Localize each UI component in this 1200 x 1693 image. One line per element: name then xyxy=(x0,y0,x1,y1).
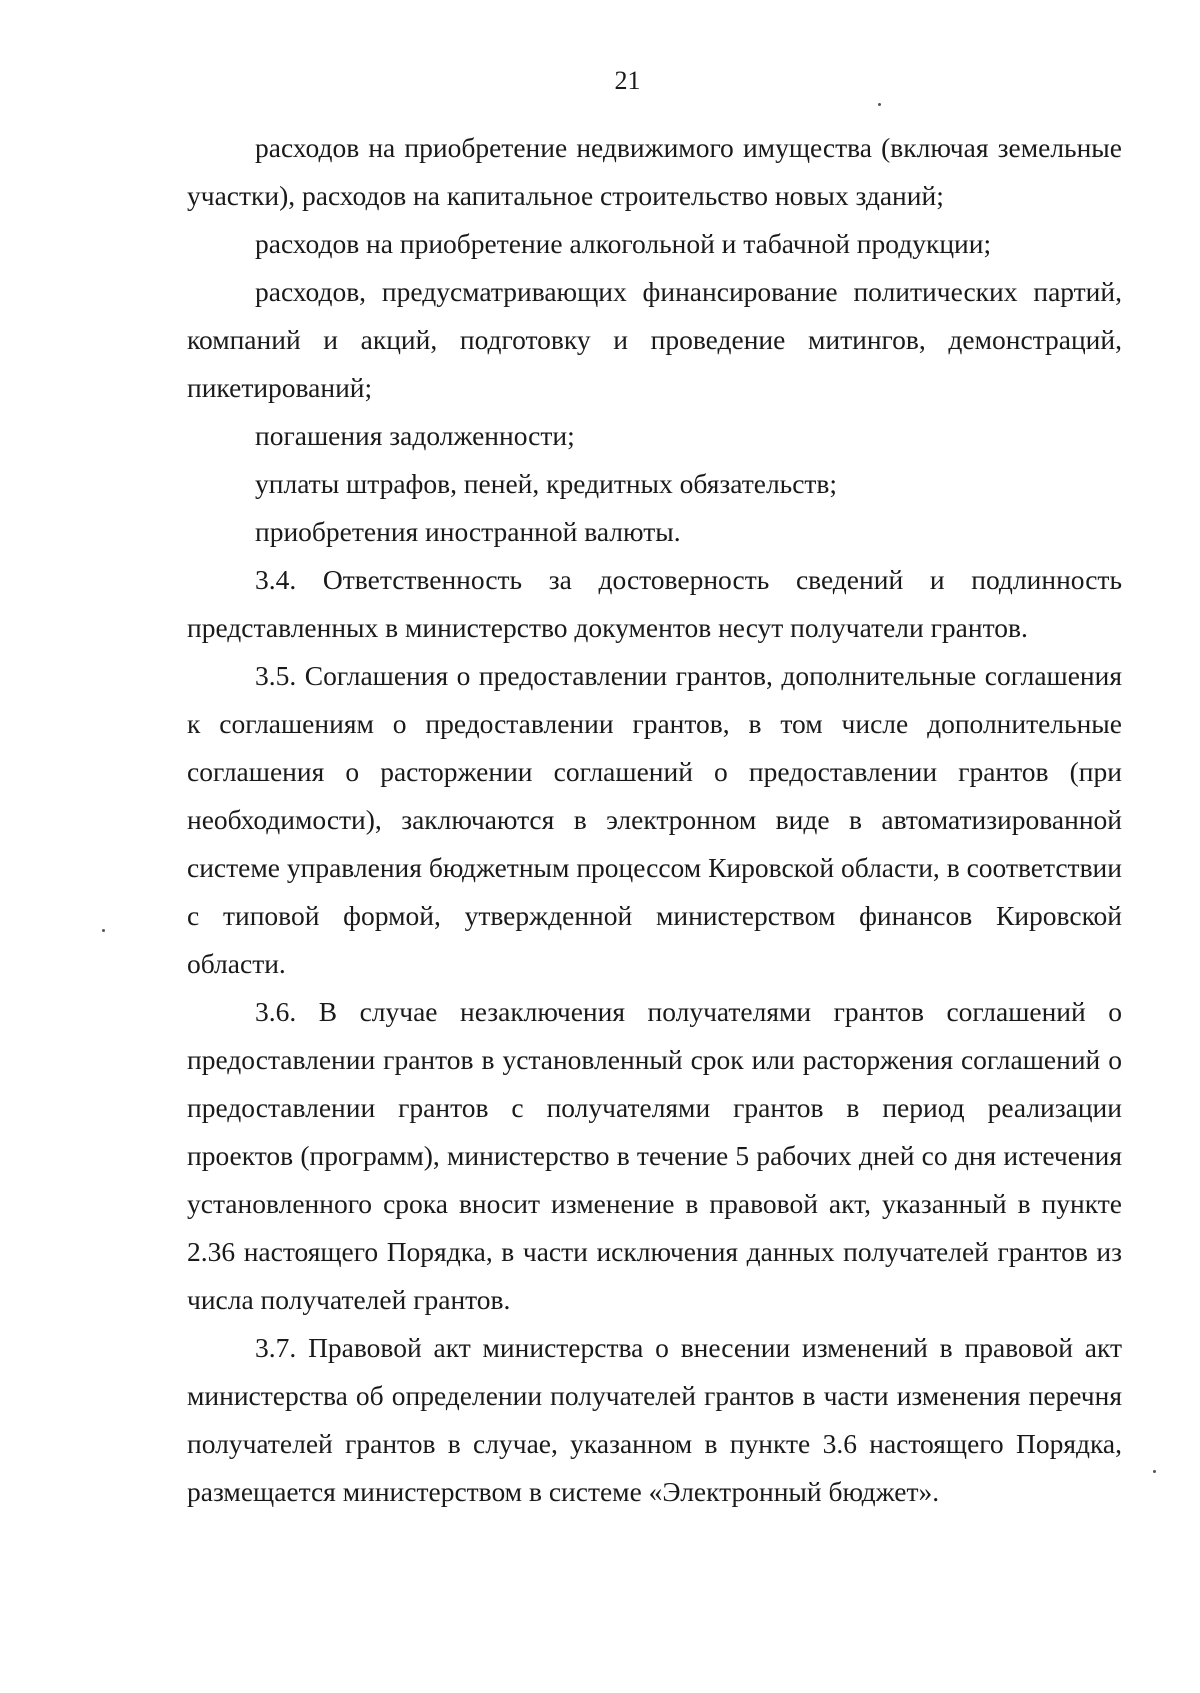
list-item-political: расходов, предусматривающих финансирование политических партий, компаний и акций, подготовку и проведение митингов, демонстраций, пикетирований; xyxy=(187,276,1122,403)
list-item-alcohol-tobacco: расходов на приобретение алкогольной и табачной продукции; xyxy=(255,228,992,259)
scan-speck xyxy=(102,929,105,932)
scan-speck xyxy=(1153,1470,1156,1473)
document-body xyxy=(187,124,1122,1516)
clause-3-4: 3.4. Ответственность за достоверность сведений и подлинность представленных в министерство документов несут получатели грантов. xyxy=(187,564,1122,643)
list-item-currency: приобретения иностранной валюты. xyxy=(255,516,681,547)
clause-3-5: 3.5. Соглашения о предоставлении грантов, дополнительные соглашения к соглашениям о предоставлении грантов, в том числе дополнительные соглашения о расторжении соглашений о предоставлении грантов (при необходимости), заключаются в электронном виде в автоматизированной системе управления бюджетным процессом Кировской области, в соответствии с типовой формой, утвержденной министерством финансов Кировской области. xyxy=(187,660,1122,979)
scan-speck xyxy=(878,103,881,106)
list-item-real-estate: расходов на приобретение недвижимого имущества (включая земельные участки), расходов на капитальное строительство новых зданий; xyxy=(187,132,1122,211)
list-item-fines: уплаты штрафов, пеней, кредитных обязательств; xyxy=(255,468,838,499)
list-item-debt: погашения задолженности; xyxy=(255,420,575,451)
page-number: 21 xyxy=(614,66,641,95)
clause-3-6: 3.6. В случае незаключения получателями грантов соглашений о предоставлении грантов в установленный срок или расторжения соглашений о предоставлении грантов с получателями грантов в период реализации проектов (программ), министерство в течение 5 рабочих дней со дня истечения установленного срока вносит изменение в правовой акт, указанный в пункте 2.36 настоящего Порядка, в части исключения данных получателей грантов из числа получателей грантов. xyxy=(187,996,1122,1315)
clause-3-7: 3.7. Правовой акт министерства о внесении изменений в правовой акт министерства об определении получателей грантов в части изменения перечня получателей грантов в случае, указанном в пункте 3.6 настоящего Порядка, размещается министерством в системе «Электронный бюджет». xyxy=(187,1332,1122,1507)
